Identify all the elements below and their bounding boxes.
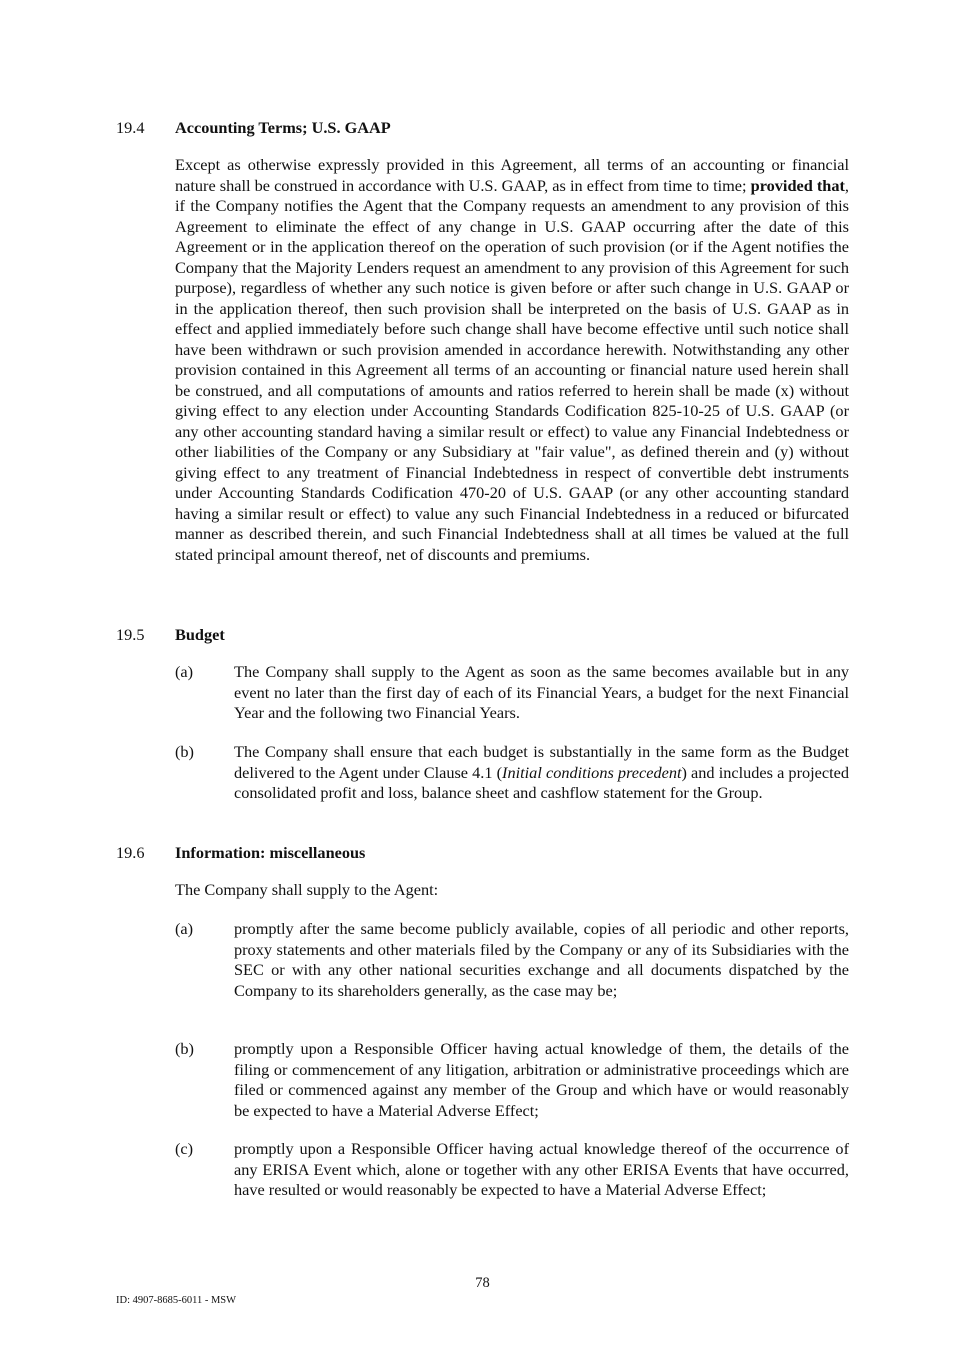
item-text-part: ) and includes a projected consolidated profit and loss, balance sheet and cashflow statement for the Group. bbox=[234, 762, 849, 802]
document-id: ID: 4907-8685-6011 - MSW bbox=[116, 1295, 237, 1306]
item-label: (c) bbox=[175, 1139, 194, 1158]
clause-reference-title: Initial conditions precedent bbox=[502, 762, 682, 782]
clause-19-4-body bbox=[175, 155, 849, 565]
body-text: Except as otherwise expressly provided in this Agreement, all terms of an accounting or financial nature shall be construed in accordance with U.S. GAAP, as in effect from time to time; bbox=[175, 155, 849, 195]
item-label: (b) bbox=[175, 742, 194, 761]
item-label: (a) bbox=[175, 662, 194, 681]
item-text bbox=[234, 742, 849, 804]
clause-19-6-intro: The Company shall supply to the Agent: bbox=[175, 880, 439, 899]
clause-title: Information: miscellaneous bbox=[175, 843, 366, 862]
item-text: The Company shall supply to the Agent as soon as the same becomes available but in any event no later than the first day of each of its Financial Years, a budget for the next Financial Year and the following two Financial Years. bbox=[234, 662, 849, 722]
provided-that-text: provided that bbox=[750, 175, 845, 195]
item-label: (b) bbox=[175, 1039, 194, 1058]
item-text-part: The Company shall ensure that each budget is substantially in the same form as the Budget delivered to the Agent under Clause 4.1 ( bbox=[234, 742, 849, 782]
clause-number: 19.6 bbox=[116, 843, 145, 862]
clause-title: Budget bbox=[175, 625, 225, 644]
item-text: promptly upon a Responsible Officer having actual knowledge thereof of the occurrence of any ERISA Event which, alone or together with any other ERISA Events that have occurred, have resulted or would reasonably be expected to have a Material Adverse Effect; bbox=[234, 1139, 849, 1199]
clause-title: Accounting Terms; U.S. GAAP bbox=[175, 118, 391, 137]
item-text: promptly upon a Responsible Officer having actual knowledge of them, the details of the filing or commencement of any litigation, arbitration or administrative proceedings which are filed or commenced against any member of the Group and which have or would reasonably be expected to have a Material Adverse Effect; bbox=[234, 1039, 849, 1120]
page-number: 78 bbox=[475, 1275, 490, 1291]
clause-number: 19.4 bbox=[116, 118, 145, 137]
body-text-continued: , if the Company notifies the Agent that the Company requests an amendment to any provision of this Agreement to eliminate the effect of any change in U.S. GAAP occurring after the date of this Agreement or in the application thereof on the operation of such provision (or if the Agent notifies the Company that the Majority Lenders request an amendment to any provision of this Agreement for such purpose), regardless of whether any such notice is given before or after such change in U.S. GAAP or in the application thereof, then such provision shall be interpreted on the basis of U.S. GAAP as in effect and applied immediately before such change shall have become effective until such notice shall have been withdrawn or such provision amended in accordance herewith. Notwithstanding any other provision contained in this Agreement all terms of an accounting or financial nature used herein shall be construed, and all computations of amounts and ratios referred to herein shall be made (x) without giving effect to any election under Accounting Standards Codification 825-10-25 of U.S. GAAP (or any other accounting standard having a similar result or effect) to value any Financial Indebtedness or other liabilities of the Company or any Subsidiary at "fair value", as defined therein and (y) without giving effect to any treatment of Financial Indebtedness in respect of convertible debt instruments under Accounting Standards Codification 470-20 of U.S. GAAP (or any other accounting standard having a similar result or effect) to value any such Financial Indebtedness in a reduced or bifurcated manner as described therein, and such Financial Indebtedness shall at all times be valued at the full stated principal amount thereof, net of discounts and premiums. bbox=[175, 175, 849, 564]
item-label: (a) bbox=[175, 919, 194, 938]
item-text: promptly after the same become publicly available, copies of all periodic and other reports, proxy statements and other materials filed by the Company or any of its Subsidiaries with the SEC or with any other national securities exchange and all documents dispatched by the Company to its shareholders generally, as the case may be; bbox=[234, 919, 849, 1000]
clause-number: 19.5 bbox=[116, 625, 145, 644]
